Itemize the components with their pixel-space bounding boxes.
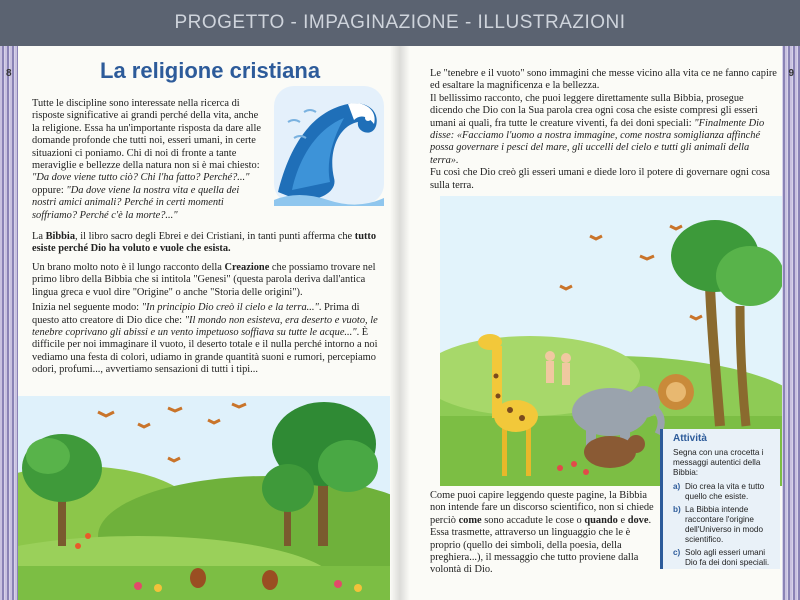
activity-item-c[interactable] (673, 548, 774, 568)
intro-text: Tutte le discipline sono interessate nella ricerca di risposte significative ai grandi perché della vita, anche la religione. Essa ha un'importante risposta da dare alle domande profonde che tutti noi, esseri umani, in certe situazioni ci poniamo. Chi di noi di fronte a tante meraviglie e bellezze della natura non si è mai chiesto: "Da dove viene tutto ciò? Chi l'ha fatto? Perché?..." oppure: "Da dove viene la nostra vita e quella dei nostri amici animali? Perché in certi momenti soffriamo? Perché c'è la morte?..." (32, 98, 261, 221)
book-gutter (390, 46, 410, 600)
wave-illustration (268, 82, 388, 210)
activity-item-text: La Bibbia intende raccontare l'origine dell'Universo in modo scientifico. (685, 505, 764, 544)
bible-paragraph: La Bibbia, il libro sacro degli Ebrei e dei Cristiani, in tanti punti afferma che tutto esiste perché Dio ha voluto e vuole che esista. (32, 231, 377, 255)
activity-letter: c) (673, 548, 681, 557)
book-spread (0, 46, 800, 600)
page-edge-left (0, 46, 18, 600)
page-number-left: 8 (6, 68, 12, 79)
right-bottom-text: Come puoi capire leggendo queste pagine, la Bibbia non intende fare un discorso scientifico, non si chiede perciò come sono accadute le cose o quando e dove. Essa trasmette, attraverso un linguaggio che le è proprio (quello dei simboli, della poesia, della preghiera...), il messaggio che tutto proviene dalla volontà di Dio. (430, 490, 654, 576)
banner-title: PROGETTO - IMPAGINAZIONE - ILLUSTRAZIONI (0, 0, 800, 46)
activity-item-a[interactable] (673, 482, 774, 502)
activity-item-text: Solo agli esseri umani Dio fa dei doni speciali. (685, 548, 770, 567)
activity-item-text: Dio crea la vita e tutto quello che esiste. (685, 482, 765, 501)
activity-title: Attività (673, 433, 707, 444)
page-number-right: 9 (788, 68, 794, 79)
activity-box (660, 429, 780, 569)
right-top-text: Le "tenebre e il vuoto" sono immagini che messe vicino alla vita ce ne fanno capire ed esaltare la magnificenza e la bellezza. Il bellissimo racconto, che puoi leggere direttamente sulla Bibbia, prosegue dicendo che Dio con la Sua parola crea ogni cosa che esiste compresi gli esseri umani ai quali, fra tutte le creature viventi, fa dei doni speciali: "Finalmente Dio disse: «Facciamo l'uomo a nostra immagine, come nostra somiglianza affinché possa governare i pesci del mare, gli uccelli del cielo e tutti gli animali della terra». Fu così che Dio creò gli esseri umani e diede loro il potere di governare ogni cosa sulla terra. (430, 68, 777, 191)
page-edge-right (782, 46, 800, 600)
activity-item-b[interactable] (673, 505, 774, 545)
landscape-illustration (18, 396, 390, 600)
activity-letter: a) (673, 482, 681, 491)
creation-paragraph: Un brano molto noto è il lungo racconto della Creazione che possiamo trovare nel primo libro della Bibbia che si intitola "Genesi" (questa parola deriva dall'antica lingua greca e vuol dire "Origine" o anche "Storia delle origini"). Inizia nel seguente modo: "In principio Dio creò il cielo e la terra...". Prima di questo atto creatore di Dio dice che: "Il mondo non esisteva, era deserto e vuoto, le tenebre coprivano gli abissi e un vento impetuoso soffiava su tutte le acque...". È difficile per noi immaginare il vuoto, il deserto totale e il nulla perché intorno a noi vediamo una festa di colori, udiamo in grande quantità suoni e rumori, percepiamo odori, profumi..., avvertiamo sensazioni di tutti i tipi... (32, 262, 378, 376)
left-page (0, 46, 400, 600)
activity-letter: b) (673, 505, 681, 514)
page-title: La religione cristiana (100, 58, 321, 83)
activity-intro: Segna con una crocetta i messaggi autentici della Bibbia: (673, 448, 764, 477)
